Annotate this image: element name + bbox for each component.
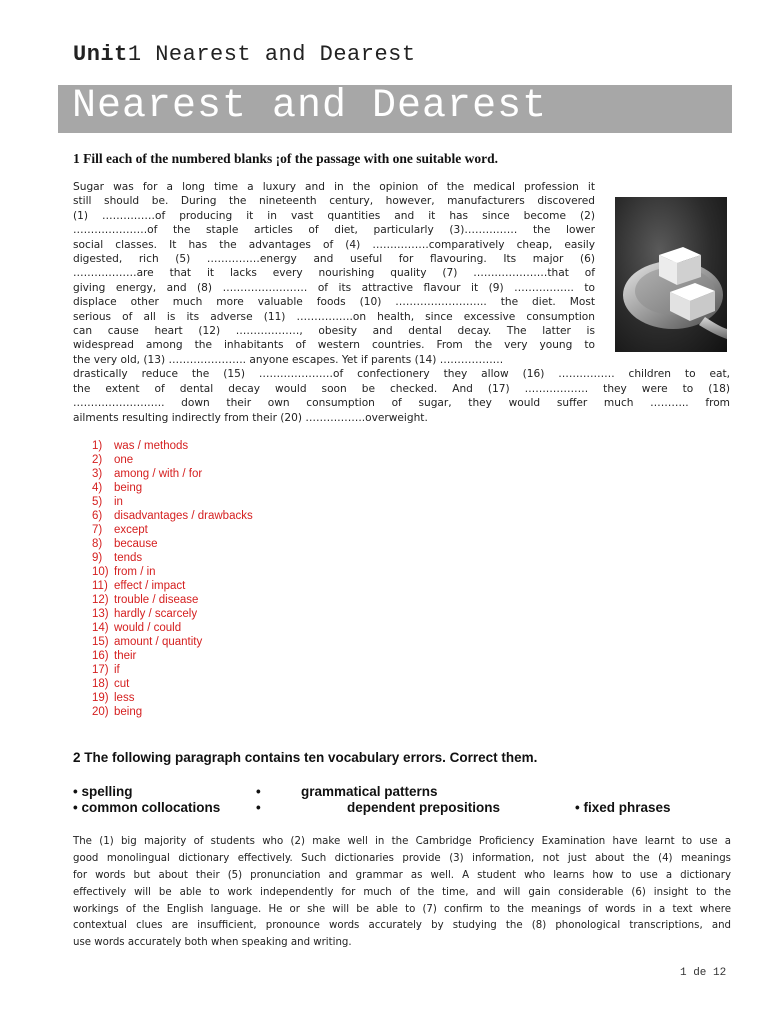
answer-item — [92, 579, 253, 593]
passage-line: can cause heart (12) ………………, obesity and dental decay. The latter is — [73, 325, 595, 337]
answer-item — [92, 523, 253, 537]
answer-item — [92, 439, 253, 453]
answer-text: if — [114, 664, 120, 676]
answer-number: 5) — [92, 496, 103, 508]
answer-number: 16) — [92, 650, 109, 662]
category-fixed-phrases: • fixed phrases — [575, 800, 671, 815]
exercise-2-title: 2 The following paragraph contains ten vocabulary errors. Correct them. — [73, 750, 538, 765]
answer-item — [92, 691, 253, 705]
unit-heading — [73, 42, 416, 67]
passage-line: (1) ……………of producing it in vast quantities and it has since become (2) — [73, 210, 595, 222]
answer-item — [92, 607, 253, 621]
answer-number: 8) — [92, 538, 103, 550]
answer-text: was / methods — [114, 440, 189, 452]
sugar-cubes-photo — [615, 197, 727, 352]
answer-text: because — [114, 538, 158, 550]
answer-text: except — [114, 524, 148, 536]
passage-line: …………………….. down their own consumption of sugar, they would suffer much ……….. from — [73, 397, 730, 409]
category-grammatical-patterns: grammatical patterns — [301, 784, 438, 799]
answer-number: 6) — [92, 510, 103, 522]
answer-item — [92, 677, 253, 691]
answer-item — [92, 565, 253, 579]
answer-text: trouble / disease — [114, 594, 199, 606]
answer-text: tends — [114, 552, 143, 564]
banner-title: Nearest and Dearest — [72, 84, 548, 129]
passage-line: giving energy, and (8) …………………… of its attractive flavour it (9) …………….. to — [73, 282, 595, 294]
answer-item — [92, 593, 253, 607]
title-banner — [58, 85, 732, 133]
answer-number: 17) — [92, 664, 109, 676]
answer-number: 2) — [92, 454, 103, 466]
passage-line: the extent of dental decay would soon be checked. And (17) ……………… they were to (18) — [73, 383, 730, 395]
answer-item — [92, 663, 253, 677]
passage-line: drastically reduce the (15) …………………of confectionery they allow (16) ……………. children to eat, — [73, 368, 730, 380]
passage-line: serious of all is its adverse (11) …………….on health, since excessive consumption — [73, 311, 595, 323]
passage-line: displace other much more valuable foods (10) …………………….. the diet. Most — [73, 296, 595, 308]
category-bullet: • — [256, 800, 261, 815]
unit-title: 1 Nearest and Dearest — [127, 42, 416, 67]
answer-key-list — [92, 439, 253, 719]
answer-text: less — [114, 692, 135, 704]
answer-number: 10) — [92, 566, 109, 578]
paragraph-line: good monolingual dictionary effectively. Such dictionaries provide (3) information, not just about the (4) meanings — [73, 853, 731, 864]
answer-item — [92, 481, 253, 495]
answer-text: cut — [114, 678, 130, 690]
category-dependent-prepositions: dependent prepositions — [347, 800, 501, 815]
passage-line: still should be. During the nineteenth century, however, manufacturers discovered — [73, 195, 595, 207]
answer-item — [92, 621, 253, 635]
passage-line: the very old, (13) …………………. anyone escapes. Yet if parents (14) ……………… — [73, 354, 504, 366]
passage-line: ailments resulting indirectly from their (20) ……………..overweight. — [73, 412, 428, 424]
answer-text: being — [114, 706, 143, 718]
paragraph-line: The (1) big majority of students who (2) make well in the Cambridge Proficiency Examination have learnt to use a — [73, 836, 731, 847]
answer-text: would / could — [114, 622, 182, 634]
answer-text: among / with / for — [114, 468, 203, 480]
sugar-cubes-image — [615, 197, 727, 352]
answer-item — [92, 495, 253, 509]
answer-number: 13) — [92, 608, 109, 620]
answer-item — [92, 509, 253, 523]
passage-line: ………………are that it lacks every nourishing quality (7) …………………that of — [73, 267, 595, 279]
answer-text: in — [114, 496, 123, 508]
page-number: 1 de 12 — [680, 967, 727, 979]
answer-number: 1) — [92, 440, 103, 452]
passage-line: widespread among the inhabitants of western countries. From the very young to — [73, 339, 595, 351]
answer-number: 18) — [92, 678, 109, 690]
paragraph-line: workings of the English language. He or she will be able to (7) confirm to the meanings of words in a text where — [73, 904, 731, 915]
paragraph-line: use words accurately both when speaking and writing. — [73, 937, 352, 948]
passage-line: digested, rich (5) ……………energy and useful for flavouring. Its major (6) — [73, 253, 595, 265]
answer-text: disadvantages / drawbacks — [114, 510, 253, 522]
answer-number: 7) — [92, 524, 103, 536]
answer-number: 20) — [92, 706, 109, 718]
answer-number: 19) — [92, 692, 109, 704]
answer-item — [92, 635, 253, 649]
answer-number: 15) — [92, 636, 109, 648]
answer-number: 14) — [92, 622, 109, 634]
answer-number: 4) — [92, 482, 103, 494]
answer-text: being — [114, 482, 143, 494]
category-common-collocations: • common collocations — [73, 800, 221, 815]
passage-line: …………………of the staple articles of diet, particularly (3)…………… the lower — [73, 224, 595, 236]
answer-text: effect / impact — [114, 580, 186, 592]
paragraph-line: contextual clues are insufficient, pronounce words accurately by studying the (8) phonological transcriptions, and — [73, 920, 731, 931]
answer-number: 3) — [92, 468, 103, 480]
paragraph-line: for words but about their (5) pronunciation and grammar as well. A student who learns how to use a dictionary — [73, 870, 731, 881]
answer-number: 9) — [92, 552, 103, 564]
passage-line: social classes. It has the advantages of (4) …………….comparatively cheap, easily — [73, 239, 595, 251]
unit-label: Unit — [73, 42, 128, 67]
answer-text: one — [114, 454, 134, 466]
answer-text: from / in — [114, 566, 156, 578]
answer-text: amount / quantity — [114, 636, 203, 648]
answer-text: their — [114, 650, 137, 662]
answer-item — [92, 649, 253, 663]
category-spelling: • spelling — [73, 784, 133, 799]
exercise-1-title: 1 Fill each of the numbered blanks ¡of the passage with one suitable word. — [73, 151, 499, 166]
answer-item — [92, 537, 253, 551]
answer-item — [92, 551, 253, 565]
answer-item — [92, 705, 253, 719]
answer-item — [92, 453, 253, 467]
category-bullet: • — [256, 784, 261, 799]
answer-number: 12) — [92, 594, 109, 606]
passage-line: Sugar was for a long time a luxury and in the opinion of the medical profession it — [73, 181, 595, 193]
answer-item — [92, 467, 253, 481]
paragraph-line: effectively will be able to work independently for much of the time, and will gain considerable (6) insight to the — [73, 887, 731, 898]
answer-text: hardly / scarcely — [114, 608, 198, 620]
answer-number: 11) — [92, 580, 108, 592]
